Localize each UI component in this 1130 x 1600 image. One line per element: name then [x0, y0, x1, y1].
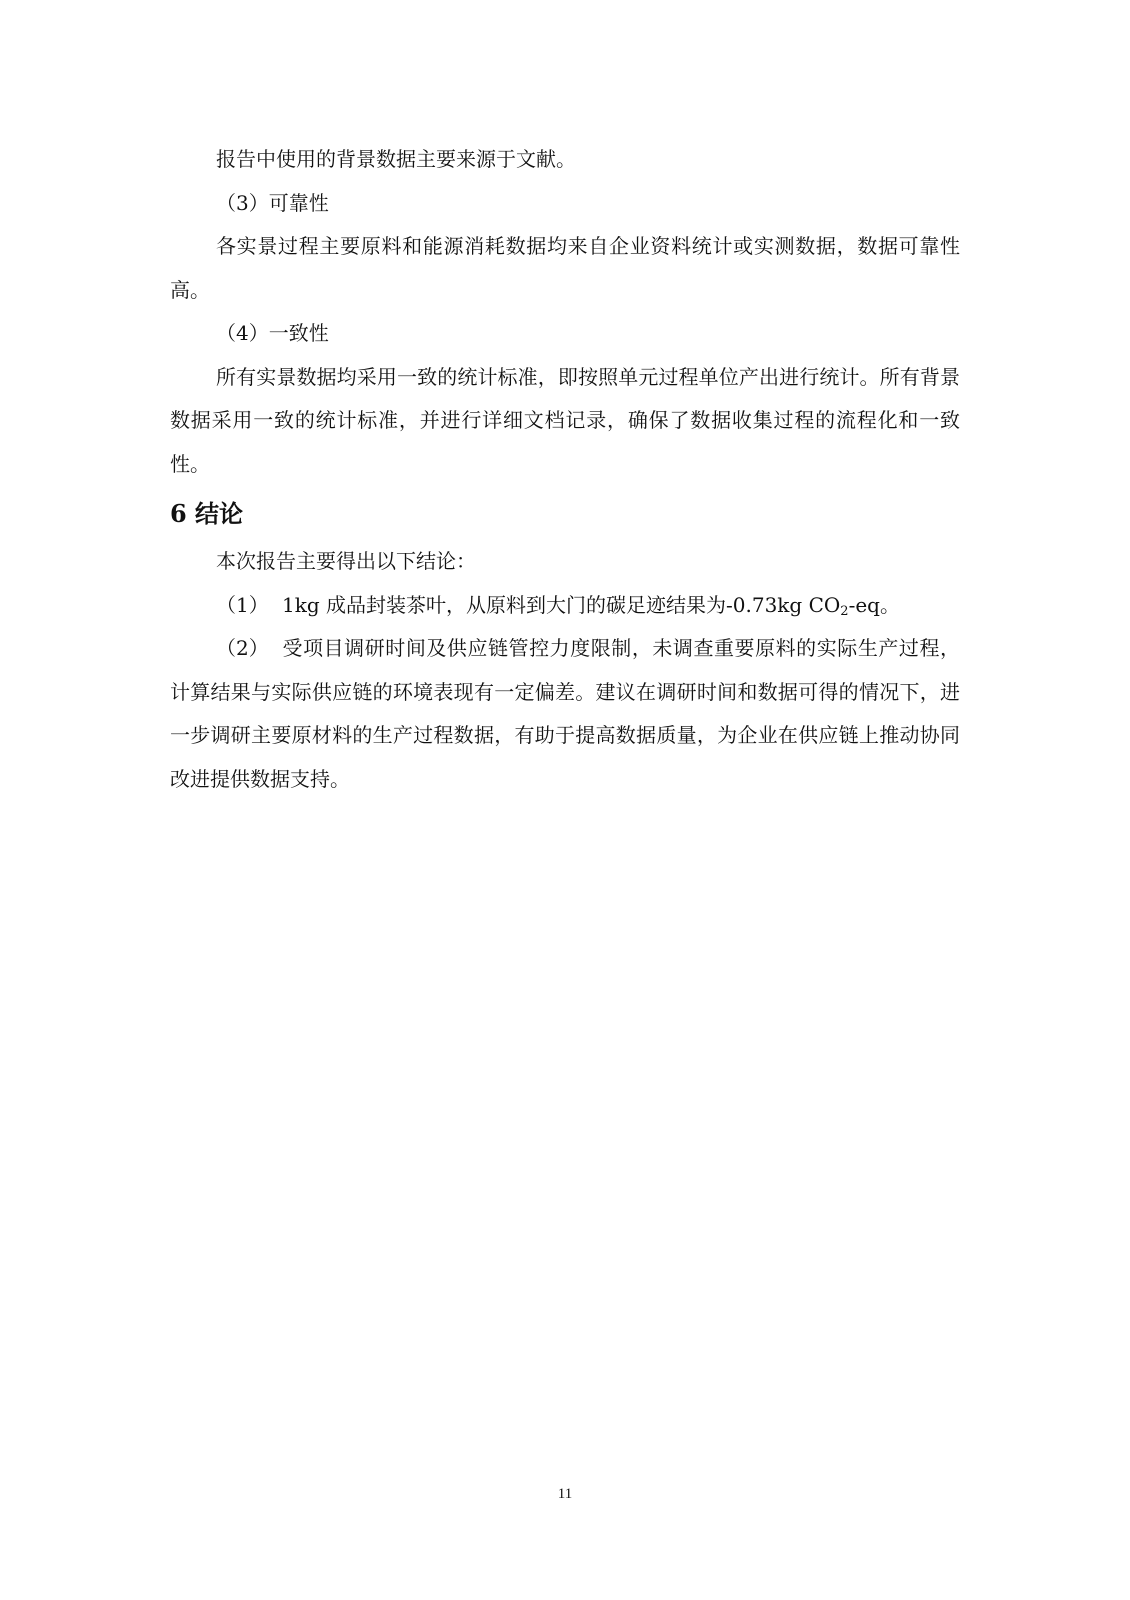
conclusion-item-2-text: 受项目调研时间及供应链管控力度限制，未调查重要原料的实际生产过程，计算结果与实际供应链的环境表现有一定偏差。建议在调研时间和数据可得的情况下，进一步调研主要原材料的生产过程数据，有助于提高数据质量，为企业在供应链上推动协同改进提供数据支持。	[170, 636, 960, 791]
section-title-conclusion: 6 结论	[170, 499, 244, 528]
conclusion-item-1	[170, 584, 960, 628]
conclusion-item-2	[170, 627, 960, 801]
reliability-heading: （3）可靠性	[216, 190, 329, 215]
conclusion-item-1-number: （1）	[216, 592, 269, 617]
consistency-heading: （4）一致性	[216, 321, 329, 345]
conclusion-item-1-suffix: -eq。	[848, 592, 900, 617]
page-number: 11	[557, 1486, 573, 1502]
conclusion-item-1-text: 1kg 成品封装茶叶，从原料到大门的碳足迹结果为-0.73kg CO	[282, 592, 841, 617]
conclusion-item-2-number: （2）	[216, 636, 269, 660]
reliability-paragraph: 各实景过程主要原料和能源消耗数据均来自企业资料统计或实测数据，数据可靠性高。	[170, 234, 960, 302]
co2-subscript: 2	[840, 603, 849, 619]
background-source-paragraph: 报告中使用的背景数据主要来源于文献。	[216, 147, 576, 171]
consistency-paragraph: 所有实景数据均采用一致的统计标准，即按照单元过程单位产出进行统计。所有背景数据采用一致的统计标准，并进行详细文档记录，确保了数据收集过程的流程化和一致性。	[170, 364, 960, 476]
page-content	[170, 138, 960, 801]
conclusion-intro: 本次报告主要得出以下结论：	[216, 549, 476, 573]
